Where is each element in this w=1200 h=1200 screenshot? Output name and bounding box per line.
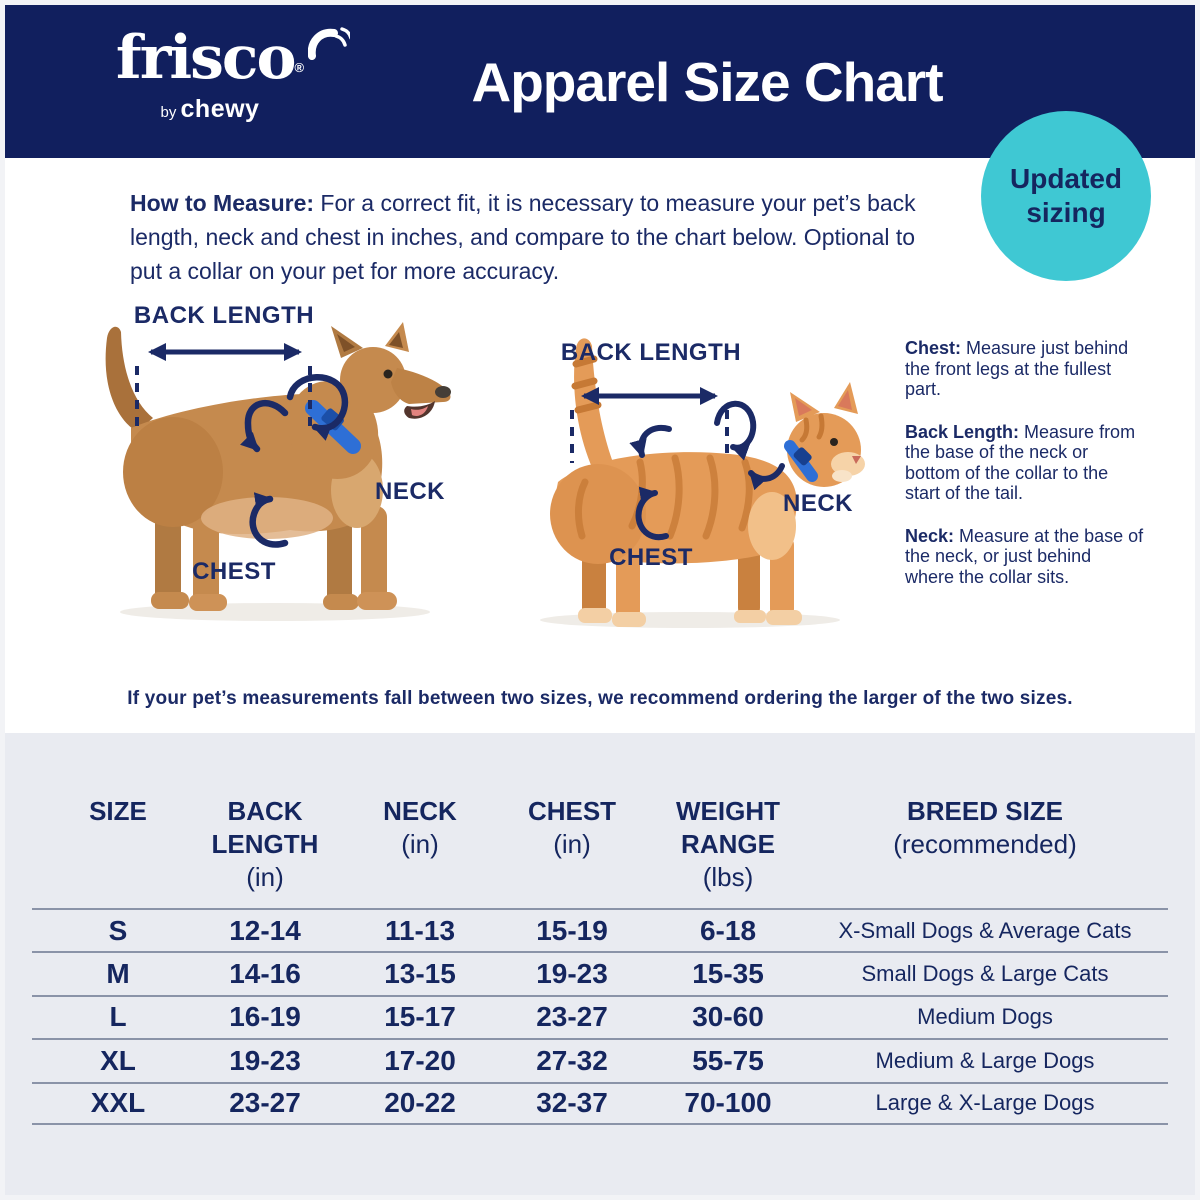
registered-trademark-icon: ® xyxy=(294,60,305,75)
neck-value: 11-13 xyxy=(384,914,456,946)
back-length-value: 19-23 xyxy=(229,1044,301,1076)
neck-value: 13-15 xyxy=(384,958,456,990)
how-to-measure-paragraph xyxy=(130,186,950,288)
chest-value: 15-19 xyxy=(536,914,608,946)
col-header-neck: NECK (in) xyxy=(383,796,457,859)
neck-tip xyxy=(905,526,1145,588)
measuring-tips xyxy=(905,338,1145,609)
back-measure-arrow xyxy=(641,428,669,455)
cat-illustration xyxy=(550,338,865,627)
dog-photo xyxy=(85,300,500,630)
size-table-header xyxy=(32,795,1168,894)
col-header-breed-size: BREED SIZE (recommended) xyxy=(893,796,1077,859)
chest-tip xyxy=(905,338,1145,400)
dog-illustration xyxy=(106,322,451,611)
col-header-back-length: BACK LENGTH (in) xyxy=(211,796,319,892)
chest-value: 27-32 xyxy=(536,1044,608,1076)
breed-value: Large & X-Large Dogs xyxy=(875,1090,1095,1116)
cat-chest-label: CHEST xyxy=(609,544,693,571)
tail-flourish-icon xyxy=(308,24,350,60)
breed-value: X-Small Dogs & Average Cats xyxy=(838,917,1132,943)
neck-value: 20-22 xyxy=(384,1087,456,1119)
frisco-wordmark xyxy=(90,23,330,93)
size-value: M xyxy=(106,958,130,990)
badge-line2: sizing xyxy=(1026,197,1106,228)
badge-line1: Updated xyxy=(1010,163,1122,194)
chest-tip-lead: Chest: xyxy=(905,338,962,358)
weight-value: 55-75 xyxy=(692,1044,764,1076)
size-value: L xyxy=(109,1001,127,1033)
frisco-logo-text: frisco xyxy=(115,23,295,93)
dog-chest-label: CHEST xyxy=(192,558,276,585)
neck-value: 15-17 xyxy=(384,1001,456,1033)
breed-value: Medium Dogs xyxy=(917,1004,1053,1030)
weight-value: 15-35 xyxy=(692,958,764,990)
neck-tip-body: Measure at the base of the neck, or just behind where the collar sits. xyxy=(905,525,1144,587)
back-length-tip-lead: Back Length: xyxy=(905,421,1020,442)
col-header-size: SIZE xyxy=(89,796,147,826)
breed-value: Medium & Large Dogs xyxy=(875,1047,1095,1073)
frisco-logo xyxy=(90,23,330,124)
table-row-xxl xyxy=(32,1082,1168,1125)
chest-value: 32-37 xyxy=(536,1087,608,1119)
chest-tip-body: Measure just behind the front legs at the fullest part. xyxy=(905,338,1129,399)
size-value: XXL xyxy=(90,1087,146,1119)
table-row-s xyxy=(32,908,1168,951)
page-title: Apparel Size Chart xyxy=(471,51,943,113)
dog-neck-label: NECK xyxy=(374,478,446,505)
size-table-section xyxy=(0,733,1200,1200)
neck-value: 17-20 xyxy=(384,1044,456,1076)
col-header-weight-range: WEIGHT RANGE (lbs) xyxy=(676,796,780,892)
chest-value: 23-27 xyxy=(536,1001,608,1033)
dog-measurement-diagram xyxy=(85,300,500,630)
weight-value: 30-60 xyxy=(692,1001,764,1033)
dog-back-length-label: BACK LENGTH xyxy=(133,302,315,329)
table-row-xl xyxy=(32,1038,1168,1081)
back-length-value: 16-19 xyxy=(229,1001,301,1033)
back-length-value: 14-16 xyxy=(229,958,301,990)
back-length-tip-body: Measure from the base of the neck or bottom of the collar to the start of the tail. xyxy=(905,421,1136,503)
back-length-tip xyxy=(905,422,1145,504)
cat-neck-label: NECK xyxy=(782,490,854,517)
breed-value: Small Dogs & Large Cats xyxy=(861,961,1109,987)
neck-measure-arrow xyxy=(717,404,753,448)
chest-value: 19-23 xyxy=(536,958,608,990)
table-row-m xyxy=(32,951,1168,994)
updated-sizing-badge xyxy=(981,111,1151,281)
how-to-measure-body: For a correct fit, it is necessary to measure your pet’s back length, neck and chest in inches, and compare to the chart below. Optional to put a collar on your pet for more accuracy. xyxy=(130,190,916,284)
back-length-value: 12-14 xyxy=(229,914,301,946)
weight-value: 6-18 xyxy=(699,914,757,946)
back-length-value: 23-27 xyxy=(229,1087,301,1119)
between-sizes-note: If your pet’s measurements fall between two sizes, we recommend ordering the larger of the two sizes. xyxy=(127,688,1073,709)
by-chewy-lockup xyxy=(90,95,330,124)
size-table-body xyxy=(32,908,1168,1125)
size-value: S xyxy=(108,914,128,946)
how-to-measure-lead: How to Measure: xyxy=(130,190,315,216)
size-value: XL xyxy=(100,1044,136,1076)
cat-photo xyxy=(490,330,900,630)
neck-tip-lead: Neck: xyxy=(905,525,955,546)
cat-back-length-label: BACK LENGTH xyxy=(560,339,742,366)
col-header-chest: CHEST (in) xyxy=(527,796,617,859)
by-text: by xyxy=(160,104,177,122)
cat-measurement-diagram xyxy=(490,330,900,630)
table-row-l xyxy=(32,995,1168,1038)
chewy-wordmark: chewy xyxy=(180,95,260,124)
weight-value: 70-100 xyxy=(684,1087,772,1119)
